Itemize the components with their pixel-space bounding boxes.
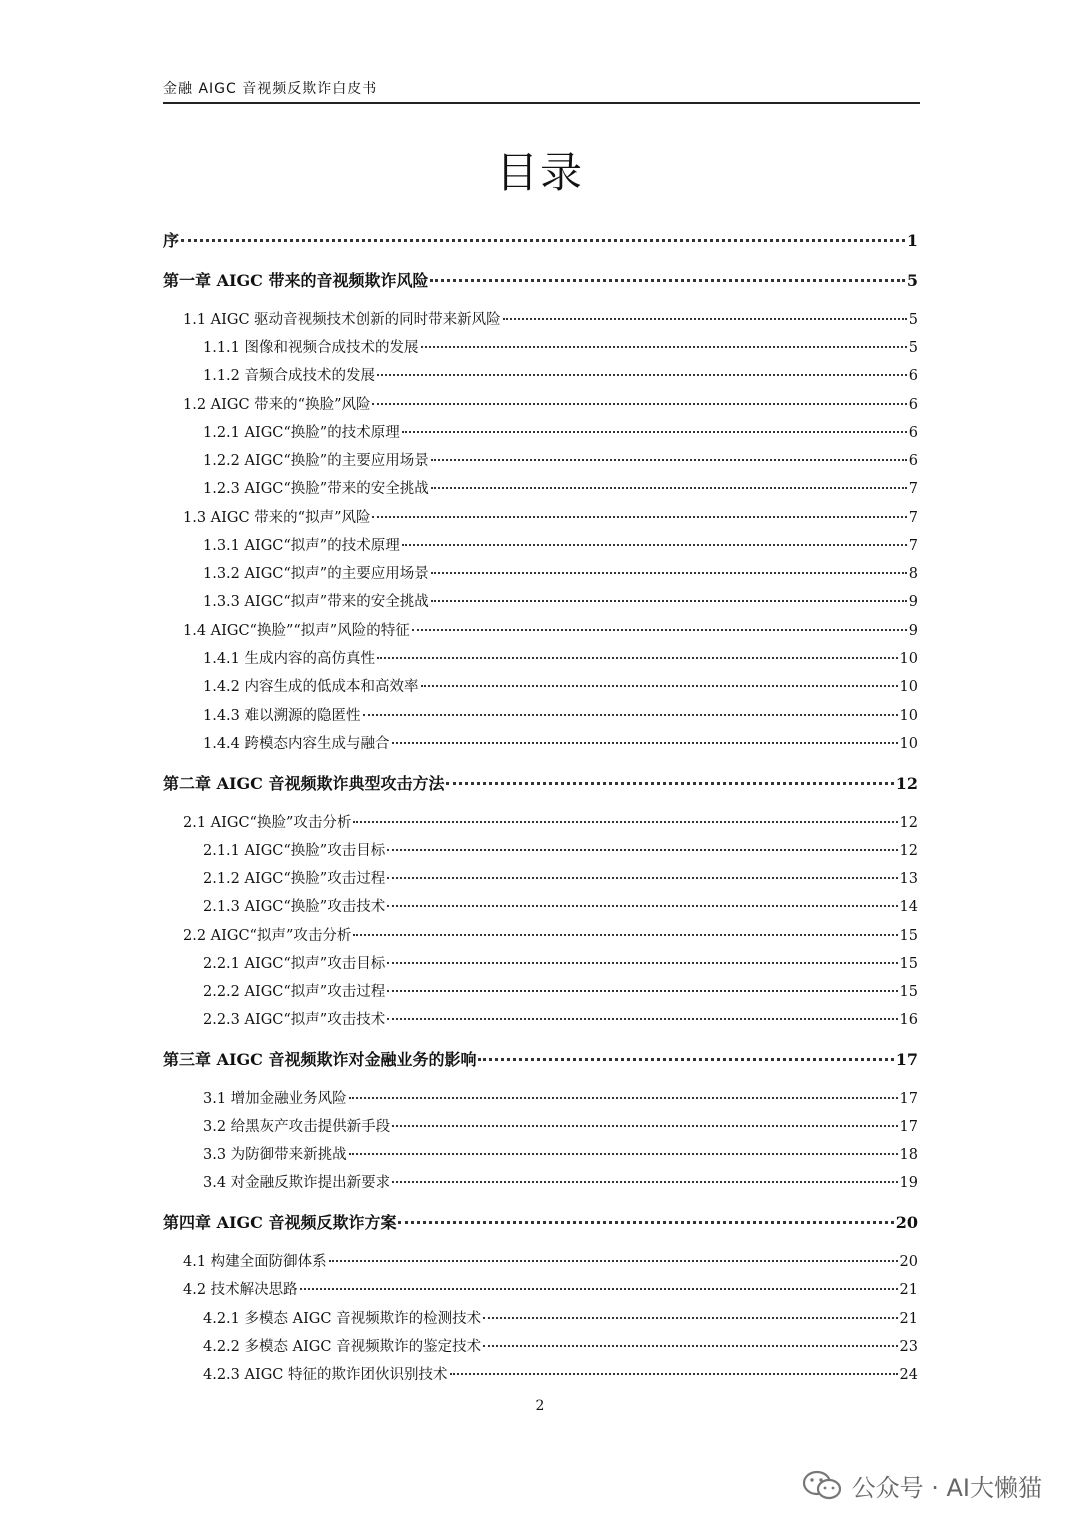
- toc-entry-label: 2.2.1 AIGC“拟声”攻击目标: [203, 956, 386, 972]
- toc-leader-dots: [349, 1097, 898, 1099]
- toc-entry-label: 2.1.3 AIGC“换脸”攻击技术: [203, 899, 386, 915]
- toc-entry[interactable]: [163, 811, 918, 832]
- toc-entry[interactable]: [163, 562, 918, 583]
- toc-leader-dots: [387, 877, 897, 879]
- toc-entry[interactable]: [163, 590, 918, 611]
- toc-leader-dots: [387, 962, 897, 964]
- toc-entry-label: 1.2.3 AIGC“换脸”带来的安全挑战: [203, 481, 429, 497]
- toc-entry-page: 12: [899, 843, 918, 859]
- toc-entry-page: 13: [899, 871, 918, 887]
- toc-entry-label: 1.4.2 内容生成的低成本和高效率: [203, 679, 419, 695]
- toc-entry-page: 8: [908, 566, 918, 582]
- toc-entry[interactable]: [163, 1278, 918, 1299]
- toc-entry-label: 1.1.2 音频合成技术的发展: [203, 368, 376, 384]
- toc-leader-dots: [450, 1373, 898, 1375]
- toc-leader-dots: [402, 431, 907, 433]
- toc-entry[interactable]: [163, 1171, 918, 1192]
- toc-leader-dots: [329, 1260, 898, 1262]
- toc-leader-dots: [431, 459, 907, 461]
- toc-entry-page: 17: [895, 1050, 918, 1069]
- toc-leader-dots: [387, 990, 897, 992]
- toc-leader-dots: [402, 544, 907, 546]
- toc-entry-page: 16: [899, 1012, 918, 1028]
- toc-leader-dots: [387, 849, 897, 851]
- toc-entry-page: 5: [908, 340, 918, 356]
- toc-entry-label: 4.1 构建全面防御体系: [183, 1254, 327, 1270]
- toc-entry-page: 9: [908, 594, 918, 610]
- toc-entry-label: 1.1 AIGC 驱动音视频技术创新的同时带来新风险: [183, 312, 501, 328]
- toc-entry[interactable]: [163, 1115, 918, 1136]
- running-header: 金融 AIGC 音视频反欺诈白皮书: [163, 78, 920, 104]
- watermark-text: 公众号 · AI大懒猫: [851, 1474, 1042, 1502]
- toc-entry-label: 1.2.2 AIGC“换脸”的主要应用场景: [203, 453, 429, 469]
- toc-entry-label: 4.2.3 AIGC 特征的欺诈团伙识别技术: [203, 1367, 448, 1383]
- toc-entry[interactable]: [163, 867, 918, 888]
- toc-entry[interactable]: [163, 1250, 918, 1271]
- toc-entry[interactable]: [163, 980, 918, 1001]
- toc-entry-label: 第一章 AIGC 带来的音视频欺诈风险: [163, 271, 429, 290]
- toc-entry[interactable]: [163, 393, 918, 414]
- toc-entry-page: 7: [908, 481, 918, 497]
- toc-entry[interactable]: [163, 308, 918, 329]
- toc-leader-dots: [377, 657, 898, 659]
- toc-entry-page: 6: [908, 368, 918, 384]
- toc-entry-page: 7: [908, 538, 918, 554]
- toc-entry[interactable]: [163, 228, 918, 251]
- toc-leader-dots: [363, 714, 898, 716]
- toc-entry-label: 3.2 给黑灰产攻击提供新手段: [203, 1119, 391, 1135]
- toc-entry-label: 3.1 增加金融业务风险: [203, 1091, 347, 1107]
- toc-entry-label: 4.2.2 多模态 AIGC 音视频欺诈的鉴定技术: [203, 1339, 482, 1355]
- toc-entry[interactable]: [163, 1335, 918, 1356]
- toc-entry[interactable]: [163, 619, 918, 640]
- toc-entry-label: 1.1.1 图像和视频合成技术的发展: [203, 340, 419, 356]
- toc-entry[interactable]: [163, 534, 918, 555]
- toc-entry-page: 14: [899, 899, 918, 915]
- toc-entry-page: 17: [899, 1119, 918, 1135]
- toc-entry[interactable]: [163, 1143, 918, 1164]
- toc-entry-page: 6: [908, 453, 918, 469]
- toc-entry-page: 10: [899, 679, 918, 695]
- toc-leader-dots: [483, 1317, 897, 1319]
- toc-leader-dots: [377, 374, 907, 376]
- toc-entry-label: 序: [163, 231, 180, 250]
- toc-entry[interactable]: [163, 421, 918, 442]
- toc-leader-dots: [398, 1221, 893, 1224]
- toc-entry[interactable]: [163, 1363, 918, 1384]
- toc-entry-page: 5: [906, 271, 918, 290]
- toc-leader-dots: [421, 346, 907, 348]
- toc-leader-dots: [392, 1181, 897, 1183]
- toc-entry-label: 2.2.3 AIGC“拟声”攻击技术: [203, 1012, 386, 1028]
- toc-entry-page: 6: [908, 425, 918, 441]
- toc-entry[interactable]: [163, 268, 918, 291]
- toc-entry-label: 2.1.2 AIGC“换脸”攻击过程: [203, 871, 386, 887]
- toc-leader-dots: [446, 782, 893, 785]
- toc-leader-dots: [387, 905, 897, 907]
- toc-leader-dots: [431, 572, 907, 574]
- toc-entry-page: 9: [908, 623, 918, 639]
- toc-leader-dots: [431, 600, 907, 602]
- toc-entry-page: 7: [908, 510, 918, 526]
- toc-entry[interactable]: [163, 704, 918, 725]
- toc-entry-page: 15: [899, 928, 918, 944]
- toc-entry-page: 20: [899, 1254, 918, 1270]
- toc-entry[interactable]: [163, 647, 918, 668]
- toc-leader-dots: [392, 742, 898, 744]
- toc-leader-dots: [421, 685, 898, 687]
- toc-entry[interactable]: [163, 1047, 918, 1070]
- toc-entry-page: 10: [899, 708, 918, 724]
- toc-entry-page: 17: [899, 1091, 918, 1107]
- watermark: [802, 1468, 1042, 1503]
- toc-entry-page: 10: [899, 736, 918, 752]
- toc-entry-label: 1.4.1 生成内容的高仿真性: [203, 651, 376, 667]
- toc-leader-dots: [483, 1345, 897, 1347]
- toc-entry[interactable]: [163, 839, 918, 860]
- toc-entry-label: 2.2 AIGC“拟声”攻击分析: [183, 928, 352, 944]
- toc-entry-page: 15: [899, 984, 918, 1000]
- toc-entry[interactable]: [163, 895, 918, 916]
- toc-entry-page: 5: [908, 312, 918, 328]
- toc-entry-page: 15: [899, 956, 918, 972]
- toc-entry-page: 1: [906, 231, 918, 250]
- toc-entry[interactable]: [163, 732, 918, 753]
- toc-entry-label: 4.2.1 多模态 AIGC 音视频欺诈的检测技术: [203, 1311, 482, 1327]
- toc-entry[interactable]: [163, 675, 918, 696]
- toc-leader-dots: [503, 318, 907, 320]
- toc-entry-page: 6: [908, 397, 918, 413]
- toc-leader-dots: [430, 279, 904, 282]
- toc-entry[interactable]: [163, 1210, 918, 1233]
- toc-leader-dots: [349, 1153, 898, 1155]
- toc-entry[interactable]: [163, 336, 918, 357]
- toc-entry[interactable]: [163, 477, 918, 498]
- toc-entry-page: 23: [899, 1339, 918, 1355]
- toc-entry-page: 12: [895, 774, 918, 793]
- toc-entry-label: 第三章 AIGC 音视频欺诈对金融业务的影响: [163, 1050, 477, 1069]
- toc-entry-label: 1.3.1 AIGC“拟声”的技术原理: [203, 538, 400, 554]
- toc-leader-dots: [300, 1288, 898, 1290]
- toc-entry-page: 24: [899, 1367, 918, 1383]
- toc-entry[interactable]: [163, 1307, 918, 1328]
- toc-entry[interactable]: [163, 449, 918, 470]
- toc-entry-label: 1.4.3 难以溯源的隐匿性: [203, 708, 361, 724]
- toc-entry-label: 1.3.2 AIGC“拟声”的主要应用场景: [203, 566, 429, 582]
- toc-entry-label: 4.2 技术解决思路: [183, 1282, 298, 1298]
- toc-entry-label: 1.4 AIGC“换脸”“拟声”风险的特征: [183, 623, 410, 639]
- toc-entry-label: 1.3 AIGC 带来的“拟声”风险: [183, 510, 371, 526]
- toc-entry-page: 20: [895, 1213, 918, 1232]
- toc-entry[interactable]: [163, 1087, 918, 1108]
- toc-entry[interactable]: [163, 1008, 918, 1029]
- toc-entry-label: 2.1.1 AIGC“换脸”攻击目标: [203, 843, 386, 859]
- toc-entry[interactable]: [163, 771, 918, 794]
- page-number: 2: [535, 1398, 545, 1414]
- toc-leader-dots: [392, 1125, 897, 1127]
- toc-leader-dots: [181, 239, 905, 242]
- toc-leader-dots: [387, 1018, 897, 1020]
- toc-entry-label: 第二章 AIGC 音视频欺诈典型攻击方法: [163, 774, 445, 793]
- toc-entry-label: 1.2 AIGC 带来的“换脸”风险: [183, 397, 371, 413]
- toc-entry-label: 1.2.1 AIGC“换脸”的技术原理: [203, 425, 400, 441]
- toc-entry[interactable]: [163, 952, 918, 973]
- toc-leader-dots: [412, 629, 907, 631]
- toc-entry-page: 10: [899, 651, 918, 667]
- toc-entry-page: 19: [899, 1175, 918, 1191]
- toc-entry[interactable]: [163, 924, 918, 945]
- toc-entry-label: 3.4 对金融反欺诈提出新要求: [203, 1175, 391, 1191]
- toc-leader-dots: [353, 934, 897, 936]
- toc-entry-label: 1.3.3 AIGC“拟声”带来的安全挑战: [203, 594, 429, 610]
- toc-leader-dots: [478, 1058, 893, 1061]
- toc-leader-dots: [431, 487, 907, 489]
- toc-leader-dots: [372, 516, 906, 518]
- toc-entry[interactable]: [163, 506, 918, 527]
- toc-leader-dots: [372, 403, 906, 405]
- toc-entry[interactable]: [163, 364, 918, 385]
- toc-entry-label: 第四章 AIGC 音视频反欺诈方案: [163, 1213, 397, 1232]
- toc-entry-label: 2.2.2 AIGC“拟声”攻击过程: [203, 984, 386, 1000]
- page-title: 目录: [495, 148, 584, 197]
- toc-entry-label: 1.4.4 跨模态内容生成与融合: [203, 736, 390, 752]
- toc-entry-page: 18: [899, 1147, 918, 1163]
- toc-entry-label: 2.1 AIGC“换脸”攻击分析: [183, 815, 352, 831]
- toc-entry-page: 21: [899, 1282, 918, 1298]
- wechat-icon: [802, 1470, 842, 1502]
- toc-entry-label: 3.3 为防御带来新挑战: [203, 1147, 347, 1163]
- toc-entry-page: 12: [899, 815, 918, 831]
- toc-entry-page: 21: [899, 1311, 918, 1327]
- toc-leader-dots: [353, 821, 897, 823]
